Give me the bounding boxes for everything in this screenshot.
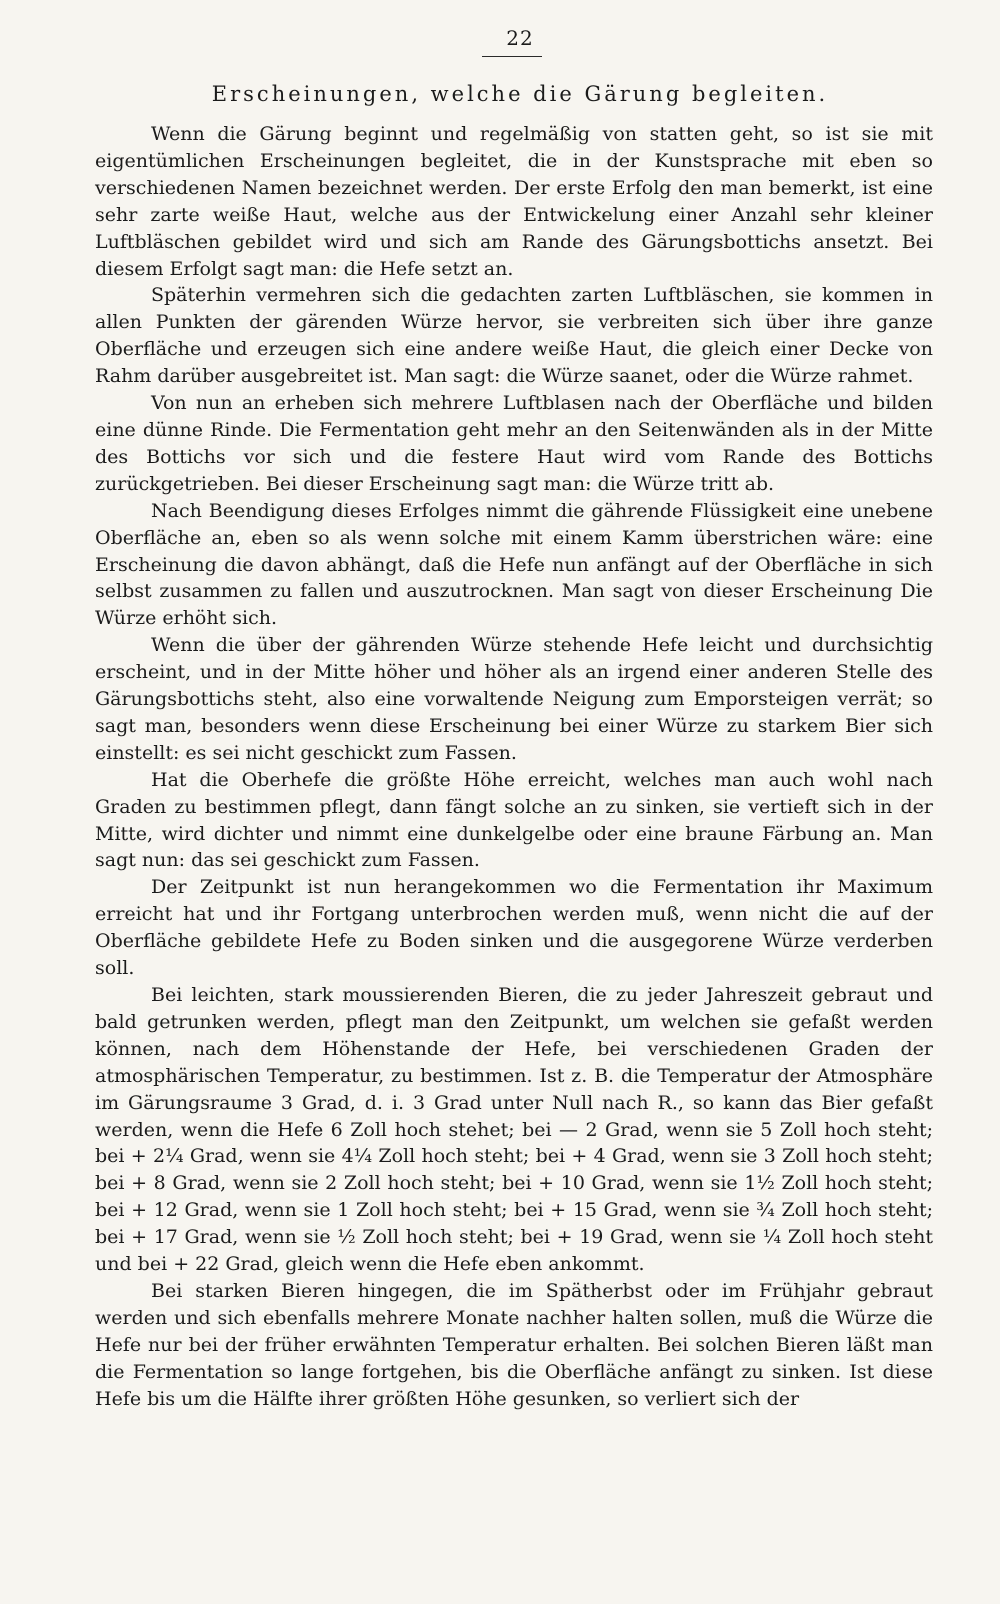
paragraph: Von nun an erheben sich mehrere Luftblasen nach der Oberfläche und bilden eine dünne Rinde. Die Fermentation geht mehr an den Seitenwänden als in der Mitte des Bottichs vor sich und die festere Haut wird vom Rande des Bottichs zurückgetrieben. Bei dieser Erscheinung sagt man: die Würze tritt ab. [95,392,933,495]
paragraph: Hat die Oberhefe die größte Höhe erreicht, welches man auch wohl nach Graden zu bestimmen pflegt, dann fängt solche an zu sinken, sie vertieft sich in der Mitte, wird dichter und nimmt eine dunkelgelbe oder eine braune Färbung an. Man sagt nun: das sei geschickt zum Fassen. [95,768,933,872]
paragraph: Nach Beendigung dieses Erfolges nimmt die gährende Flüssigkeit eine unebene Oberfläche an, eben so als wenn solche mit einem Kamm überstrichen wäre: eine Erscheinung die davon abhängt, daß die Hefe nun anfängt auf der Oberfläche in sich selbst zusammen zu fallen und auszutrocknen. Man sagt von dieser Erscheinung Die Würze erhöht sich. [95,499,933,630]
paragraph: Bei leichten, stark moussierenden Bieren, die zu jeder Jahreszeit gebraut und bald getrunken werden, pflegt man den Zeitpunkt, um welchen sie gefaßt werden können, nach dem Höhenstande der Hefe, bei verschiedenen Graden der atmosphärischen Temperatur, zu bestimmen. Ist z. B. die Temperatur der Atmosphäre im Gärungsraume 3 Grad, d. i. 3 Grad unter Null nach R., so kann das Bier gefaßt werden, wenn die Hefe 6 Zoll hoch stehet; bei — 2 Grad, wenn sie 5 Zoll hoch steht; bei + 2¼ Grad, wenn sie 4¼ Zoll hoch steht; bei + 4 Grad, wenn sie 3 Zoll hoch steht; bei + 8 Grad, wenn sie 2 Zoll hoch steht; bei + 10 Grad, wenn sie 1½ Zoll hoch steht; bei + 12 Grad, wenn sie 1 Zoll hoch steht; bei + 15 Grad, wenn sie ¾ Zoll hoch steht; bei + 17 Grad, wenn sie ½ Zoll hoch steht; bei + 19 Grad, wenn sie ¼ Zoll hoch steht und bei + 22 Grad, gleich wenn die Hefe eben ankommt. [95,984,933,1276]
paragraph: Späterhin vermehren sich die gedachten zarten Luftbläschen, sie kommen in allen Punkten der gärenden Würze hervor, sie verbreiten sich über ihre ganze Oberfläche und erzeugen sich eine andere weiße Haut, die gleich einer Decke von Rahm darüber ausgebreitet ist. Man sagt: die Würze saanet, oder die Würze rahmet. [95,284,933,388]
paragraph: Der Zeitpunkt ist nun herangekommen wo die Fermentation ihr Maximum erreicht hat und ihr Fortgang unterbrochen werden muß, wenn nicht die auf der Oberfläche gebildete Hefe zu Boden sinken und die ausgegorene Würze verderben soll. [95,876,933,980]
paragraph: Wenn die über der gährenden Würze stehende Hefe leicht und durchsichtig erscheint, und in der Mitte höher und höher als an irgend einer anderen Stelle des Gärungsbottichs steht, also eine vorwaltende Neigung zum Emporsteigen verrät; so sagt man, besonders wenn diese Erscheinung bei einer Würze zu starkem Bier sich einstellt: es sei nicht geschickt zum Fassen. [95,634,933,764]
section-heading: Erscheinungen, welche die Gärung begleiten. [211,82,829,106]
body-text [95,121,933,1413]
page-number: 22 [506,26,534,50]
paragraph: Wenn die Gärung beginnt und regelmäßig von statten geht, so ist sie mit eigentümlichen Erscheinungen begleitet, die in der Kunstsprache mit eben so verschiedenen Namen bezeichnet werden. Der erste Erfolg den man bemerkt, ist eine sehr zarte weiße Haut, welche aus der Entwickelung einer Anzahl sehr kleiner Luftbläschen gebildet wird und sich am Rande des Gärungsbottichs ansetzt. Bei diesem Erfolgt sagt man: die Hefe setzt an. [95,123,933,280]
page-number-rule [482,56,542,57]
paragraph: Bei starken Bieren hingegen, die im Spätherbst oder im Frühjahr gebraut werden und sich ebenfalls mehrere Monate nachher halten sollen, muß die Würze die Hefe nur bei der früher erwähnten Temperatur erhalten. Bei solchen Bieren läßt man die Fermentation so lange fortgehen, bis die Oberfläche anfängt zu sinken. Ist diese Hefe bis um die Hälfte ihrer größten Höhe gesunken, so verliert sich der [95,1279,933,1410]
